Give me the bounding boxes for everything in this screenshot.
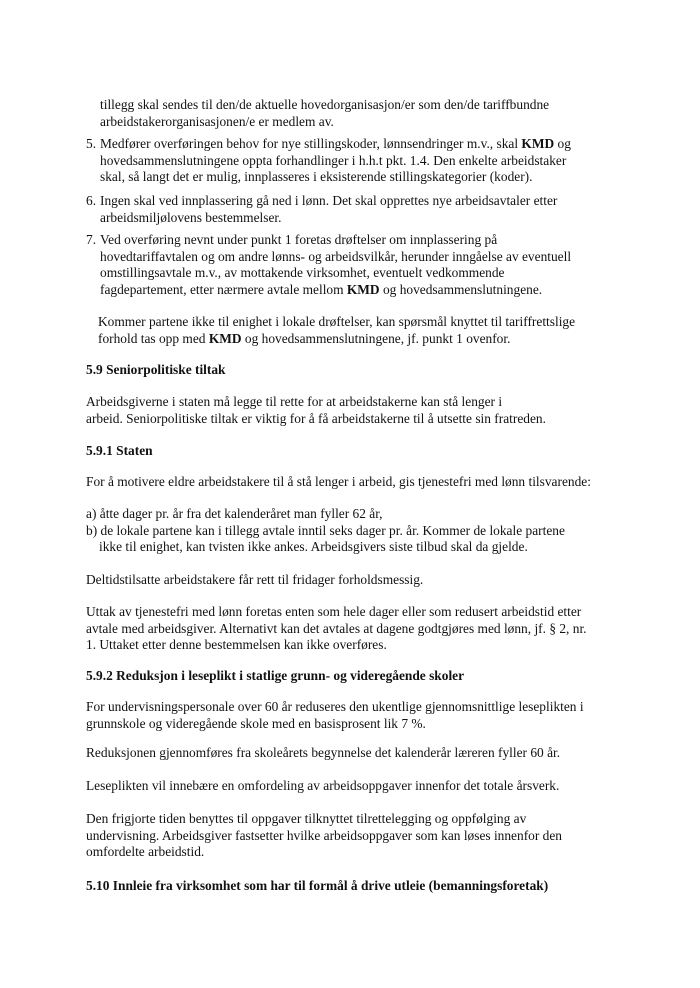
paragraph-enighet: Kommer partene ikke til enighet i lokale drøftelser, kan spørsmål knyttet til tariffrettslige forhold tas opp med KMD og hovedsammenslutningene, jf. punkt 1 ovenfor. <box>98 314 576 346</box>
list-item-7: 7. Ved overføring nevnt under punkt 1 foretas drøftelser om innplassering på hovedtariffavtalen og om andre lønns- og arbeidsvilkår, herunder inngåelse av eventuell omstillingsavtale m.v., av mottakende virksomhet, eventuelt vedkommende fagdepartement, etter nærmere avtale mellom KMD og hovedsammenslutningene. <box>86 232 572 297</box>
paragraph-frigjorte: Den frigjorte tiden benyttes til oppgaver tilknyttet tilrettelegging og oppfølging av undervisning. Arbeidsgiver fastsetter hvilke arbeidsoppgaver som kan løses innenfor den omfordelte arbeidstid. <box>86 811 562 860</box>
list-a-b: a) åtte dager pr. år fra det kalenderåret man fyller 62 år, b) de lokale partene kan i tillegg avtale inntil seks dager pr. år. Kommer de lokale partene ikke til enighet, kan tvisten ikke ankes. Arbeidsgivers siste tilbud skal da gjelde. <box>86 506 565 555</box>
paragraph-undervisning: For undervisningspersonale over 60 år reduseres den ukentlige gjennomsnittlige leseplikten i grunnskole og videregående skole med en basisprosent lik 7 %. <box>86 699 584 731</box>
paragraph-seniorpolitikk: Arbeidsgiverne i staten må legge til rette for at arbeidstakerne kan stå lenger i arbeid. Seniorpolitiske tiltak er viktig for å få arbeidstakerne til å utsette sin fratreden. <box>86 394 546 426</box>
paragraph-uttak: Uttak av tjenestefri med lønn foretas enten som hele dager eller som redusert arbeidstid etter avtale med arbeidsgiver. Alternativt kan det avtales at dagene godtgjøres med lønn, jf. § 2, nr. 1. Uttaket etter denne bestemmelsen kan ikke overføres. <box>86 604 587 653</box>
list-item-6: 6. Ingen skal ved innplassering gå ned i lønn. Det skal opprettes nye arbeidsavtaler etter arbeidsmiljølovens bestemmelser. <box>86 193 558 225</box>
list-item-5: 5. Medfører overføringen behov for nye stillingskoder, lønnsendringer m.v., skal KMD og hovedsammenslutningene oppta forhandlinger i h.h.t pkt. 1.4. Den enkelte arbeidstaker skal, så langt det er mulig, innplasseres i eksisterende stillingskategorier (koder). <box>86 136 571 185</box>
heading-5-9-2: 5.9.2 Reduksjon i leseplikt i statlige grunn- og videregående skoler <box>86 668 465 683</box>
paragraph-motivere: For å motivere eldre arbeidstakere til å stå lenger i arbeid, gis tjenestefri med lønn tilsvarende: <box>86 474 591 489</box>
paragraph-deltid: Deltidstilsatte arbeidstakere får rett til fridager forholdsmessig. <box>86 572 424 587</box>
paragraph-leseplikt: Leseplikten vil innebære en omfordeling av arbeidsoppgaver innenfor det totale årsverk. <box>86 778 560 793</box>
item-4-continuation: tillegg skal sendes til den/de aktuelle hovedorganisasjon/er som den/de tariffbundne arbeidstakerorganisasjonen/e er medlem av. <box>100 97 550 129</box>
paragraph-reduksjon: Reduksjonen gjennomføres fra skoleårets begynnelse det kalenderår læreren fyller 60 år. <box>86 745 561 760</box>
heading-5-9-1: 5.9.1 Staten <box>86 443 153 458</box>
heading-5-10: 5.10 Innleie fra virksomhet som har til formål å drive utleie (bemanningsforetak) <box>86 878 549 893</box>
heading-5-9: 5.9 Seniorpolitiske tiltak <box>86 362 226 377</box>
